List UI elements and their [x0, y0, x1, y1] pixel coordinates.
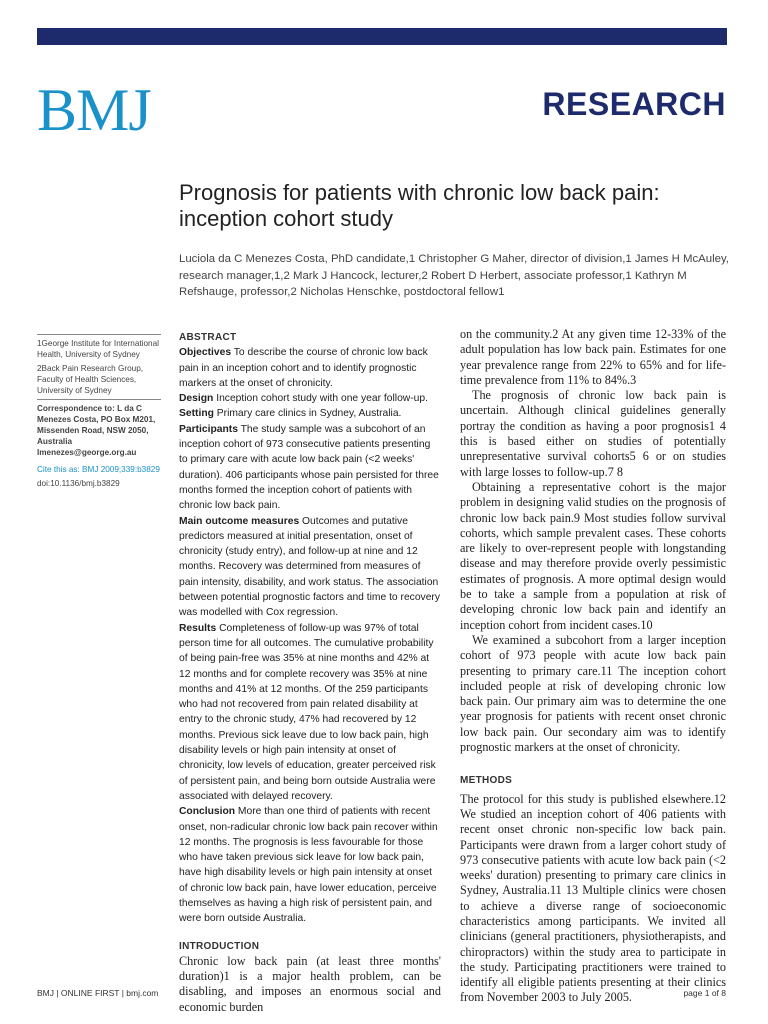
abstract-design: [179, 391, 441, 406]
methods-heading: METHODS: [460, 775, 513, 787]
column-right: [460, 327, 726, 1006]
abstract-objectives: [179, 345, 441, 391]
label: Objectives: [179, 347, 232, 359]
author-list: Luciola da C Menezes Costa, PhD candidate,1 Christopher G Maher, director of division,1 James H McAuley, research manager,1,2 Mark J Hancock, lecturer,2 Robert D Herbert, associate professor,1 Kathryn M Refshauge, professor,2 Nicholas Henschke, postdoctoral fellow1: [179, 253, 729, 298]
page-number: page 1 of 8: [683, 988, 726, 998]
journal-logo: BMJ: [37, 77, 151, 143]
footer-journal: BMJ | ONLINE FIRST | bmj.com: [37, 988, 159, 998]
introduction-paragraph-1-cont: on the community.2 At any given time 12-33% of the adult population has low back pain. Estimates for one year prevalence range from 22% to 65% and for life-time prevalence from 11% to 84%.3: [460, 327, 726, 387]
label: Main outcome measures: [179, 515, 300, 527]
abstract-results: [179, 621, 441, 805]
introduction-paragraph-1: Chronic low back pain (at least three months' duration)1 is a major health problem, can be disabling, and imposes an enormous social and economic burden: [179, 953, 441, 1014]
introduction-paragraph-3: Obtaining a representative cohort is the major problem in designing valid studies on the prognosis of chronic low back pain.9 Most studies follow survival cohorts, which sample prevalent cases. These cohorts are likely to over-represent people with longstanding disease and may therefore provide overly pessimistic estimates of prognosis. A more optimal design would be to take a sample from a population at risk of developing chronic low back pain and identify an inception cohort from incident cases.10: [460, 479, 726, 632]
text: Inception cohort study with one year follow-up.: [213, 393, 428, 405]
abstract-setting: [179, 406, 441, 421]
abstract-participants: [179, 422, 441, 514]
affiliation-1: 1George Institute for International Health, University of Sydney: [37, 339, 159, 359]
text: To describe the course of chronic low back pain in an inception cohort and to identify prognostic markers at the onset of chronicity.: [179, 347, 428, 389]
abstract-conclusion: [179, 804, 441, 926]
article-title: Prognosis for patients with chronic low back pain: inception cohort study: [179, 180, 660, 231]
abstract-outcomes: [179, 514, 441, 621]
text: Outcomes and putative predictors measured at initial presentation, onset of chronicity (study entry), and follow-up at nine and 12 months. Recovery was determined from measures of pain intensity, disability, and work status. The association between potential prognostic factors and time to recovery was modelled with Cox regression.: [179, 515, 440, 619]
divider: [37, 334, 161, 335]
section-label: RESEARCH: [542, 86, 726, 122]
methods-paragraph-1: The protocol for this study is published elsewhere.12 We studied an inception cohort of 406 patients with recent onset chronic non-specific low back pain. Participants were drawn from a larger cohort study of 973 consecutive patients with acute low back pain (<2 weeks' duration) presenting to primary care clinics in Sydney, Australia.11 13 Multiple clinics were chosen to achieve a diverse range of socioeconomic characteristics among participants. We invited all clinicians (general practitioners, physiotherapists, and chiropractors) within the study area to participate in the study. Participating practitioners were trained to identify all eligible patients presenting at their clinics from November 2003 to July 2005.: [460, 791, 726, 1005]
abstract-heading: ABSTRACT: [179, 332, 237, 343]
correspondence: Correspondence to: L da C Menezes Costa, PO Box M201, Missenden Road, NSW 2050, Australia lmenezes@george.org.au: [37, 404, 156, 457]
text: Primary care clinics in Sydney, Australia.: [213, 408, 402, 420]
introduction-paragraph-2: The prognosis of chronic low back pain is uncertain. Although clinical guidelines generally portray the condition as having a poor prognosis1 4 this is based either on studies of potentially unrepresentative survival cohorts5 6 or on studies with large losses to follow-up.7 8: [460, 388, 726, 479]
divider: [37, 399, 161, 400]
top-banner-bar: [37, 28, 727, 45]
label: Setting: [179, 408, 214, 420]
affiliation-2: 2Back Pain Research Group, Faculty of Health Sciences, University of Sydney: [37, 364, 144, 395]
sidebar: [37, 332, 161, 492]
introduction-paragraph-4: We examined a subcohort from a larger inception cohort of 973 people with acute low back pain presenting to primary care.11 The inception cohort included people at risk of developing chronic low back pain. Our primary aim was to determine the one year prognosis for patients with recent onset chronic low back pain. Our secondary aim was to identify prognostic markers at the onset of chronicity.: [460, 632, 726, 755]
doi: doi:10.1136/bmj.b3829: [37, 479, 120, 488]
text: Completeness of follow-up was 97% of total person time for all outcomes. The cumulative probability of being pain-free was 35% at nine months and 42% at 12 months and for complete recovery was 35% at nine months and 41% at 12 months. Of the 259 participants who had not recovered from pain related disability at entry to the chronic study, 47% had recovered by 12 months. Previous sick leave due to low back pain, high disability levels or high pain intensity at onset of chronicity, low levels of education, greater perceived risk of persistent pain, and being born outside Australia were associated with delayed recovery.: [179, 622, 436, 802]
label: Participants: [179, 423, 238, 435]
citation: Cite this as: BMJ 2009;339:b3829: [37, 465, 160, 474]
text: More than one third of patients with recent onset, non-radicular chronic low back pain recover within 12 months. The prognosis is less favourable for those who have taken previous sick leave for low back pain, have high disability levels or high pain intensity at onset of chronic low back pain, have lower education, perceive themselves as having a high risk of persistent pain, and were born outside Australia.: [179, 806, 438, 925]
introduction-heading: INTRODUCTION: [179, 940, 260, 952]
column-left: [179, 330, 441, 1015]
label: Results: [179, 622, 217, 634]
label: Design: [179, 393, 214, 405]
text: The study sample was a subcohort of an inception cohort of 973 consecutive patients presenting to primary care with acute low back pain (<2 weeks' duration). 406 participants whose pain persisted for three months formed the inception cohort of patients with chronic low back pain.: [179, 423, 439, 512]
label: Conclusion: [179, 806, 236, 818]
